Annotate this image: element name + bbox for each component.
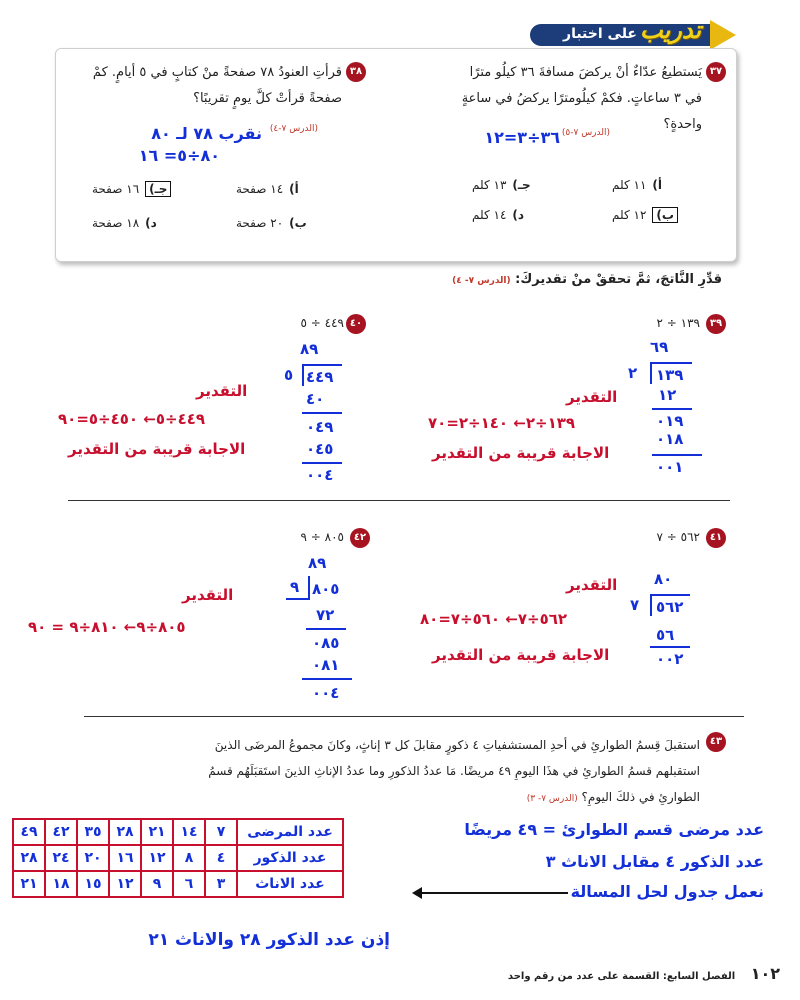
option-text: ١٦ صفحة <box>92 182 140 196</box>
option-letter: جـ) <box>512 178 531 192</box>
q37-line2: في ٣ ساعاتٍ. فكمْ كيلُومترًا يركضُ في ساعةٍ <box>461 91 702 106</box>
arrow-left-icon <box>412 887 422 899</box>
option-letter: ب) <box>289 216 307 230</box>
p43-note-ratio: عدد الذكور ٤ مقابل الاناث ٣ <box>545 852 764 871</box>
p43-line2: استقبلهم قسمُ الطوارئِ في هذَا اليومِ ٤٩ مريضًا. مَا عددُ الذكورِ وما عددُ الإناثِ الذينَ استَقبَلَهُم قسمُ <box>208 764 700 778</box>
patients-table <box>12 818 344 898</box>
table-cell: ٦ <box>173 871 205 897</box>
table-cell: ٤٩ <box>13 819 45 845</box>
p41-step-line-1 <box>650 646 690 648</box>
q38-option-c[interactable] <box>92 182 171 196</box>
p43-conclusion: إذن عدد الذكور ٢٨ والاناث ٢١ <box>148 930 390 950</box>
p40-step-2: ٠٤٩ <box>306 418 334 436</box>
p43-line3 <box>120 784 700 812</box>
p42-estimate-label: التقدير <box>182 586 234 604</box>
table-cell: ٣ <box>205 871 237 897</box>
p42-step-4: ٠٠٤ <box>312 684 340 702</box>
table-cell: ١٢ <box>109 871 141 897</box>
p40-step-4: ٠٠٤ <box>306 466 334 484</box>
p39-division-bar <box>650 362 652 384</box>
option-text: ١٢ كلم <box>612 208 647 222</box>
p39-estimate-label: التقدير <box>566 388 618 406</box>
table-row-header: عدد المرضى <box>237 819 343 845</box>
p40-dividend: ٤٤٩ <box>306 368 334 386</box>
option-text: ١٨ صفحة <box>92 216 140 230</box>
table-cell: ١٨ <box>45 871 77 897</box>
problem-number-42: ٤٢ <box>350 528 370 548</box>
p40-divisor: ٥ <box>284 366 294 384</box>
p42-estimate: ٨٠٥÷٩← ٨١٠÷٩ = ٩٠ <box>28 618 186 636</box>
option-letter: أ) <box>652 178 662 192</box>
arrow-line <box>418 892 568 894</box>
q38-text <box>68 60 342 112</box>
footer-chapter: الفصل السابع: <box>662 971 736 982</box>
p43-note-total: عدد مرضى قسم الطوارئ = ٤٩ مريضًا <box>464 820 764 839</box>
banner-tag: تدريب <box>640 16 702 44</box>
table-row-header: عدد الاناث <box>237 871 343 897</box>
table-cell: ٢١ <box>141 819 173 845</box>
p43-line1: استقبلَ قِسمُ الطوارئِ في أحدِ المستشفياتِ ٤ ذكورٍ مقابلَ كل ٣ إناثٍ، وكانَ مجموعُ المرضَى الذينَ <box>214 738 700 752</box>
q38-answer-divide: ٨٠÷٥= ١٦ <box>138 146 220 165</box>
problem-number-39: ٣٩ <box>706 314 726 334</box>
option-text: ١٤ كلم <box>472 208 507 222</box>
p41-step-2: ٠٠٢ <box>656 650 684 668</box>
q38-option-d[interactable] <box>92 216 157 230</box>
p41-expression: ٥٦٢ ÷ ٧ <box>656 530 700 544</box>
table-cell: ١٥ <box>77 871 109 897</box>
banner-arrow-icon <box>710 20 736 50</box>
option-letter-selected: ب) <box>652 207 678 223</box>
option-letter-selected: جـ) <box>145 181 171 197</box>
p39-estimate: ١٣٩÷٢← ١٤٠÷٢=٧٠ <box>428 414 576 432</box>
p39-divisor: ٢ <box>628 364 638 382</box>
p42-division-bar <box>308 576 310 598</box>
page-number: ١٠٢ <box>750 964 780 983</box>
section-title-text: قدِّرِ النَّاتجَ، ثمَّ تحققْ منْ تقديركَ: <box>515 272 722 287</box>
p39-expression: ١٣٩ ÷ ٢ <box>656 316 700 330</box>
problem-number-43: ٤٣ <box>706 732 726 752</box>
q38-line1: قرأتِ العنودُ ٧٨ صفحةً منْ كتابٍ في ٥ أيامٍ. كمْ <box>92 65 342 80</box>
table-cell: ٤٢ <box>45 819 77 845</box>
p41-division-top <box>650 594 690 596</box>
table-row-header: عدد الذكور <box>237 845 343 871</box>
p39-close: الاجابة قريبة من التقدير <box>432 444 610 462</box>
p42-step-2: ٠٨٥ <box>312 634 340 652</box>
p41-step-1: ٥٦ <box>656 626 675 644</box>
p42-step-3: ٠٨١ <box>312 656 340 674</box>
q37-line1: يَستطيعُ عدّاءٌ أنْ يركضَ مسافةَ ٣٦ كيلُو مترًا <box>469 65 702 80</box>
section-title <box>440 272 722 287</box>
p39-quotient: ٦٩ <box>650 338 669 356</box>
table-row <box>13 819 343 845</box>
p40-division-top <box>302 364 342 366</box>
q38-lesson-ref: (الدرس ٧-٤) <box>269 124 318 134</box>
p40-estimate-label: التقدير <box>196 382 248 400</box>
p40-close: الاجابة قريبة من التقدير <box>68 440 246 458</box>
q37-option-c[interactable] <box>472 178 531 192</box>
table-cell: ٩ <box>141 871 173 897</box>
footer-title: القسمة على عدد من رقم واحد <box>507 971 660 982</box>
p43-note-table: نعمل جدول لحل المسالة <box>570 882 764 901</box>
p41-divisor: ٧ <box>630 596 640 614</box>
table-cell: ١٦ <box>109 845 141 871</box>
problem-number-41: ٤١ <box>706 528 726 548</box>
table-cell: ١٤ <box>173 819 205 845</box>
table-cell: ٢٠ <box>77 845 109 871</box>
option-text: ١٤ صفحة <box>236 182 284 196</box>
table-cell: ١٢ <box>141 845 173 871</box>
q37-option-a[interactable] <box>612 178 662 192</box>
table-cell: ٢٤ <box>45 845 77 871</box>
p40-step-line-2 <box>302 462 342 464</box>
p41-estimate-label: التقدير <box>566 576 618 594</box>
p43-text <box>120 732 700 812</box>
p42-division-base <box>286 598 310 600</box>
section-lesson-ref: (الدرس ٧- ٤) <box>452 276 511 286</box>
q38-option-a[interactable] <box>236 182 299 196</box>
option-text: ١١ كلم <box>612 178 647 192</box>
p42-divisor: ٩ <box>290 578 300 596</box>
p39-step-2: ٠١٩ <box>656 412 684 430</box>
practice-banner <box>530 16 740 50</box>
q37-lesson-ref: (الدرس ٧-٥) <box>561 128 610 138</box>
p41-quotient: ٨٠ <box>654 570 673 588</box>
page-footer <box>440 964 780 983</box>
table-row <box>13 845 343 871</box>
p42-quotient: ٨٩ <box>308 554 327 572</box>
p42-step-line-1 <box>306 628 346 630</box>
p40-division-bar <box>302 364 304 386</box>
p39-step-line-2 <box>652 454 702 456</box>
p40-quotient: ٨٩ <box>300 340 319 358</box>
table-cell: ٢٨ <box>13 845 45 871</box>
table-cell: ٤ <box>205 845 237 871</box>
divider-2 <box>84 716 744 717</box>
p40-step-1: ٤٠ <box>306 390 325 408</box>
p42-expression: ٨٠٥ ÷ ٩ <box>300 530 344 544</box>
p42-step-line-2 <box>302 678 352 680</box>
table-cell: ٢٨ <box>109 819 141 845</box>
q37-answer: ٣٦÷٣=١٢ <box>484 128 560 147</box>
option-text: ٢٠ صفحة <box>236 216 284 230</box>
p43-lesson-ref: (الدرس ٧- ٣) <box>526 794 578 804</box>
question-number-37: ٣٧ <box>706 62 726 82</box>
p39-step-4: ٠٠١ <box>656 458 684 476</box>
option-text: ١٣ كلم <box>472 178 507 192</box>
p39-division-top <box>650 362 692 364</box>
p39-dividend: ١٣٩ <box>656 366 684 384</box>
p40-step-line-1 <box>302 412 342 414</box>
table-cell: ٨ <box>173 845 205 871</box>
p39-step-line-1 <box>652 408 692 410</box>
problem-number-40: ٤٠ <box>346 314 366 334</box>
p41-division-bar <box>650 594 652 616</box>
table-cell: ٧ <box>205 819 237 845</box>
p41-close: الاجابة قريبة من التقدير <box>432 646 610 664</box>
q37-option-b[interactable] <box>612 208 678 222</box>
p39-step-1: ١٢ <box>658 386 677 404</box>
p40-step-3: ٠٤٥ <box>306 440 334 458</box>
p42-step-1: ٧٢ <box>316 606 335 624</box>
divider-1 <box>68 500 730 501</box>
p41-dividend: ٥٦٢ <box>656 598 684 616</box>
option-letter: أ) <box>289 182 299 196</box>
q38-line2: صفحةً قرأتْ كلَّ يومٍ تقريبًا؟ <box>193 91 342 106</box>
q37-option-d[interactable] <box>472 208 524 222</box>
p42-dividend: ٨٠٥ <box>312 580 340 598</box>
p40-estimate: ٤٤٩÷٥← ٤٥٠÷٥=٩٠ <box>58 410 206 428</box>
option-letter: د) <box>145 216 157 230</box>
q38-answer-round: نقرب ٧٨ لـ ٨٠ <box>151 124 262 143</box>
p43-line3-text: الطوارئِ في ذلكَ اليومِ؟ <box>581 790 700 804</box>
table-cell: ٢١ <box>13 871 45 897</box>
q38-option-b[interactable] <box>236 216 307 230</box>
banner-label: على اختبار <box>563 26 637 42</box>
table-row <box>13 871 343 897</box>
option-letter: د) <box>512 208 525 222</box>
p40-expression: ٤٤٩ ÷ ٥ <box>300 316 344 330</box>
table-cell: ٣٥ <box>77 819 109 845</box>
q37-line3: واحدةٍ؟ <box>663 117 702 132</box>
question-number-38: ٣٨ <box>346 62 366 82</box>
p41-estimate: ٥٦٢÷٧← ٥٦٠÷٧=٨٠ <box>420 610 568 628</box>
q37-text <box>420 60 702 112</box>
p39-step-3: ٠١٨ <box>656 430 684 448</box>
